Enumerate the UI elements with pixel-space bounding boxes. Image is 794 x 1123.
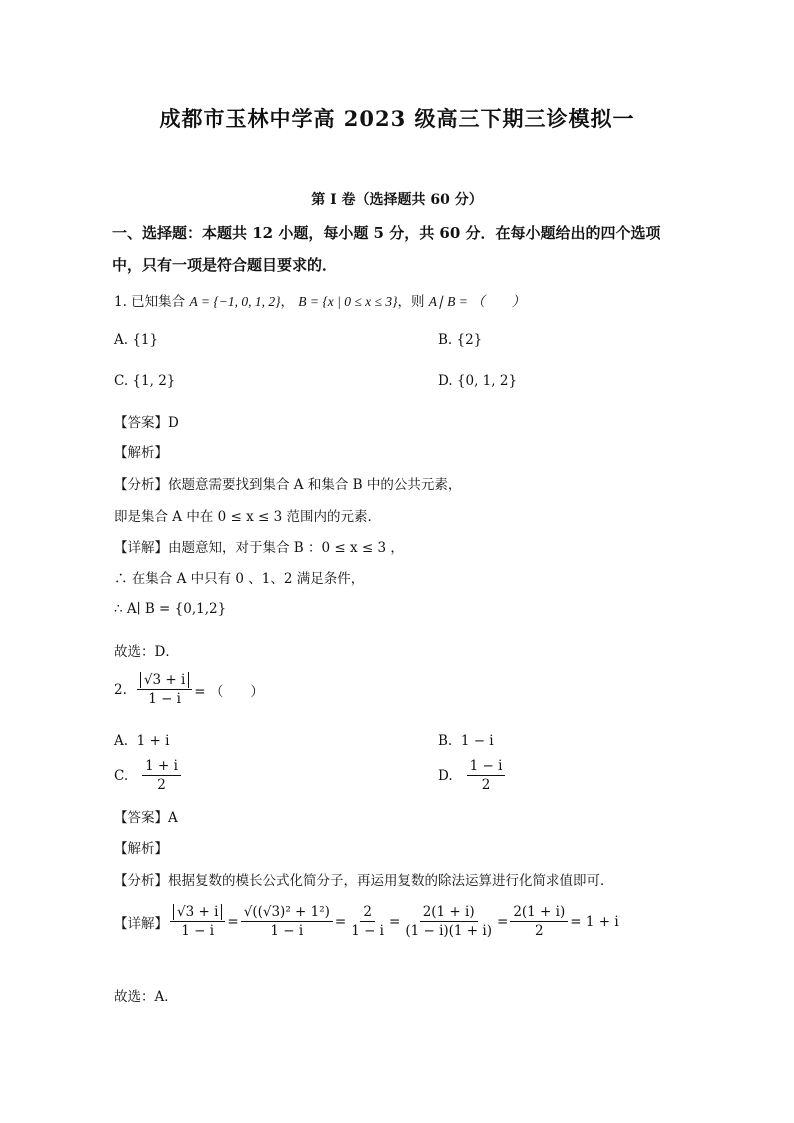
- q2-answer: 【答案】A: [114, 810, 178, 826]
- q2-xiangjie-label: 【详解】: [114, 915, 168, 932]
- q2-option-d-label: D.: [438, 767, 453, 784]
- q2-result: = 1 + i: [570, 913, 619, 930]
- q2-label: 2.: [114, 681, 127, 698]
- q1-stem-suffix: ，则: [397, 294, 425, 310]
- q1-conclusion: 故选：D．: [114, 644, 179, 660]
- q2-step1: [170, 904, 225, 939]
- q2-step4-denominator: (1 − i)(1 + i): [405, 923, 492, 940]
- q2-fraction: [137, 672, 192, 707]
- q2-option-d-fraction: [467, 758, 506, 793]
- q2-denominator: 1 − i: [148, 691, 181, 708]
- q2-eq2: =: [334, 913, 347, 930]
- q2-step2: [241, 904, 333, 939]
- q1-stem: 1. 已知集合 A = {−1, 0, 1, 2}， B = {x | 0 ≤ x ≤ 3}，则 A∣ B = （ ）: [114, 294, 526, 310]
- q2-step2-numerator: √((√3)² + 1²): [241, 904, 333, 922]
- q2-option-c-numerator: 1 + i: [142, 758, 181, 776]
- q2-step2-denominator: 1 − i: [270, 923, 304, 940]
- q2-step3-numerator: 2: [360, 904, 375, 922]
- q1-option-c: C. {1, 2}: [114, 373, 176, 389]
- q1-option-d: D. {0, 1, 2}: [438, 373, 518, 389]
- q2-analysis-label: 【解析】: [114, 841, 168, 857]
- q2-option-a-label: A.: [114, 733, 129, 749]
- q1-answer: 【答案】D: [114, 415, 179, 431]
- part-heading-line1: 一、选择题：本题共 12 小题，每小题 5 分，共 60 分．在每小题给出的四个选项: [112, 224, 661, 242]
- q2-option-d-denominator: 2: [481, 777, 491, 794]
- q1-set-b: B = {x | 0 ≤ x ≤ 3}: [298, 294, 398, 309]
- q2-option-d: [438, 758, 507, 793]
- q2-step3-denominator: 1 − i: [351, 923, 385, 940]
- q2-step1-numerator: √3 + i: [173, 904, 222, 920]
- q2-fenxi: 【分析】根据复数的模长公式化简分子，再运用复数的除法运算进行化简求值即可．: [114, 873, 614, 889]
- q2-option-a-value: 1 + i: [136, 733, 170, 749]
- q2-conclusion: 故选：A．: [114, 989, 178, 1005]
- q2-option-c: [114, 758, 183, 793]
- q2-eq1: =: [227, 913, 239, 930]
- q2-option-b-value: 1 − i: [460, 733, 494, 749]
- q1-xiangjie-3: ∴ A∣ B = {0,1,2}: [114, 601, 227, 617]
- q2-step4-numerator: 2(1 + i): [420, 904, 478, 922]
- q1-ask: A∣ B = （ ）: [428, 294, 526, 309]
- q2-numerator: √3 + i: [140, 672, 189, 688]
- q2-option-c-label: C.: [114, 767, 129, 784]
- q1-xiangjie-2: ∴ 在集合 A 中只有 0 、1、2 满足条件，: [114, 571, 365, 587]
- q1-set-a: A = {−1, 0, 1, 2}: [189, 294, 281, 309]
- section-heading: 第 I 卷（选择题共 60 分）: [311, 192, 483, 208]
- q1-stem-prefix: 1. 已知集合: [114, 294, 186, 310]
- q2-step1-denominator: 1 − i: [181, 923, 215, 940]
- page-title: 成都市玉林中学高 2023 级高三下期三诊模拟一: [159, 106, 635, 131]
- q2-option-a: [114, 733, 169, 749]
- q2-step3: [348, 904, 387, 939]
- q2-step5-numerator: 2(1 + i): [510, 904, 568, 922]
- q2-eq3: =: [389, 913, 401, 930]
- q2-step4: [402, 904, 495, 939]
- q2-option-c-denominator: 2: [157, 777, 166, 794]
- q2-option-b: [438, 733, 494, 749]
- q2-option-b-label: B.: [438, 733, 453, 749]
- q2-stem: [114, 672, 264, 707]
- q1-option-a: A. {1}: [114, 332, 159, 348]
- q1-analysis-label: 【解析】: [114, 445, 168, 461]
- q2-option-d-numerator: 1 − i: [467, 758, 506, 776]
- q2-option-c-fraction: [142, 758, 181, 793]
- q1-xiangjie-1: 【详解】由题意知，对于集合 B ：0 ≤ x ≤ 3 ，: [114, 540, 404, 556]
- part-heading-line2: 中，只有一项是符合题目要求的．: [112, 256, 338, 274]
- q2-tail: = （ ）: [194, 683, 264, 700]
- q1-fenxi-1: 【分析】依题意需要找到集合 A 和集合 B 中的公共元素，: [114, 477, 462, 493]
- q2-step5: [510, 904, 568, 939]
- q2-step5-denominator: 2: [534, 923, 544, 940]
- q1-option-b: B. {2}: [438, 332, 483, 348]
- q1-fenxi-2: 即是集合 A 中在 0 ≤ x ≤ 3 范围内的元素．: [114, 509, 381, 525]
- q2-xiangjie: [114, 904, 619, 939]
- q2-eq4: =: [497, 913, 509, 930]
